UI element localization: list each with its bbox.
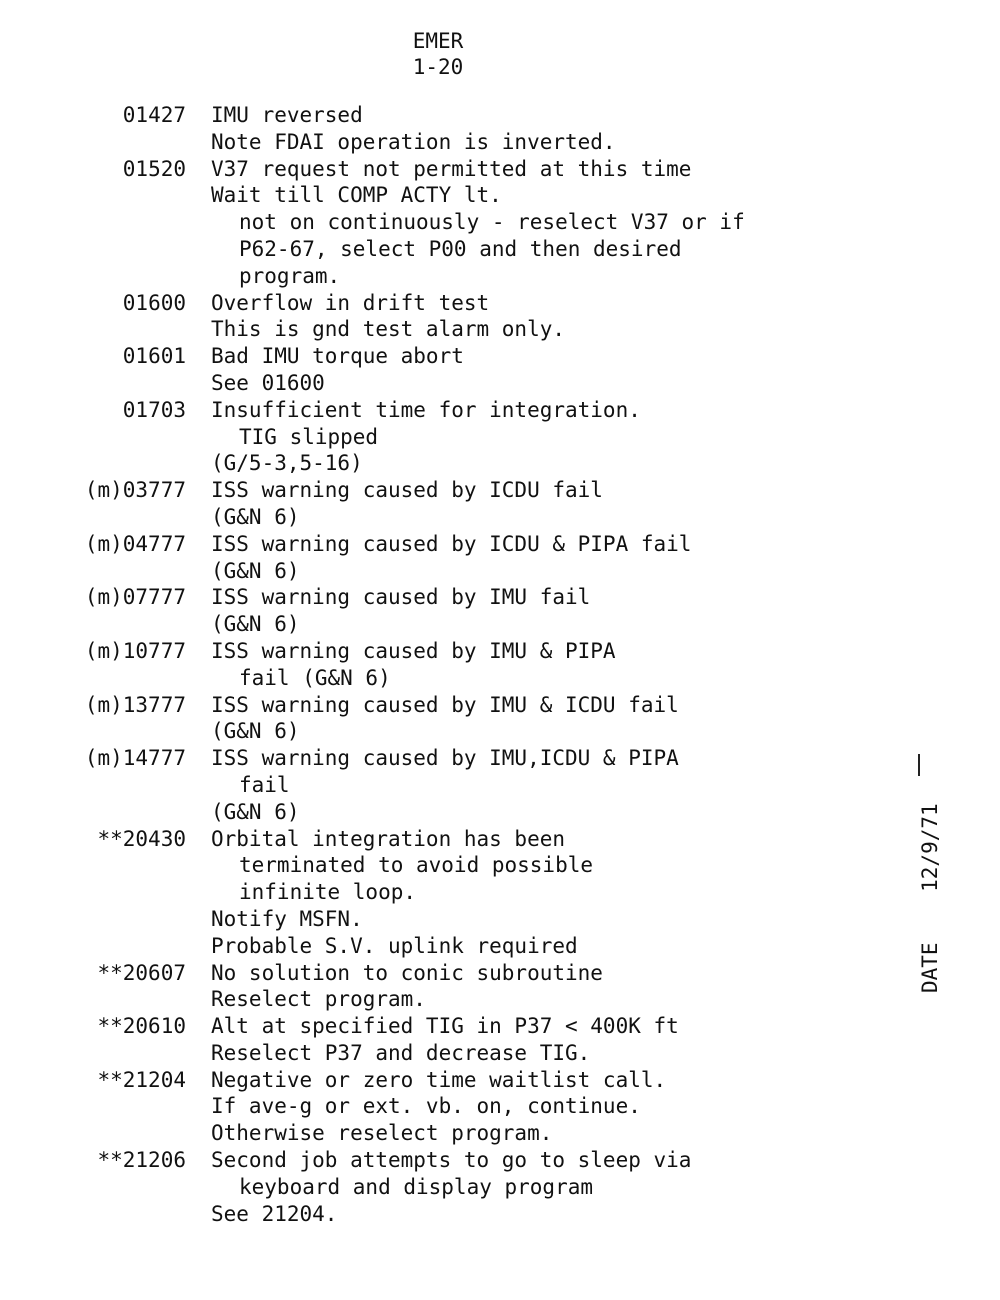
alarm-description [211,1147,830,1227]
description-line: Second job attempts to go to sleep via [211,1148,692,1173]
alarm-code: **20610 [97,1014,186,1039]
description-line: not on continuously - reselect V37 or if [239,210,745,235]
description-line: program. [239,263,341,288]
alarm-description [211,745,830,825]
description-line: Wait till COMP ACTY lt. [211,183,502,208]
alarm-entry [70,343,830,397]
alarm-entry [70,477,830,531]
description-line: ISS warning caused by ICDU fail [211,478,603,503]
alarm-description [211,531,830,585]
alarm-entry [70,102,830,156]
alarm-description [211,960,830,1014]
description-line: No solution to conic subroutine [211,960,603,985]
date-stamp: DATE 12/9/71 [918,803,942,993]
description-line: terminated to avoid possible [239,853,594,878]
description-line: Note FDAI operation is inverted. [211,129,616,154]
alarm-description [211,584,830,638]
description-line: (G/5-3,5-16) [211,451,363,476]
alarm-description [211,477,830,531]
alarm-description [211,1067,830,1147]
description-line: Insufficient time for integration. [211,397,641,422]
description-line: See 01600 [211,370,325,395]
description-line: Orbital integration has been [211,826,566,851]
page-header [398,28,478,80]
description-line: infinite loop. [239,880,417,905]
alarm-entry [70,692,830,746]
description-line: (G&N 6) [211,558,300,583]
alarm-entry [70,638,830,692]
description-line: ISS warning caused by ICDU & PIPA fail [211,531,692,556]
alarm-code: 01601 [122,344,186,369]
description-line: Reselect program. [211,987,426,1012]
alarm-description [211,102,830,156]
alarm-description [211,1013,830,1067]
alarm-code: **21204 [97,1067,186,1092]
alarm-description [211,638,830,692]
description-line: See 21204. [211,1201,338,1226]
description-line: V37 request not permitted at this time [211,156,692,181]
description-line: Bad IMU torque abort [211,344,464,369]
alarm-code: (m)14777 [84,746,186,771]
description-line: Alt at specified TIG in P37 < 400K ft [211,1014,679,1039]
alarm-entry [70,1067,830,1147]
alarm-code: **21206 [97,1148,186,1173]
alarm-code-list [70,102,830,1227]
alarm-code: **20430 [97,826,186,851]
alarm-code: 01520 [122,156,186,181]
alarm-description [211,343,830,397]
description-line: (G&N 6) [211,719,300,744]
description-line: ISS warning caused by IMU,ICDU & PIPA [211,746,679,771]
alarm-entry [70,826,830,960]
margin-tick-mark [918,754,920,776]
description-line: Notify MSFN. [211,906,363,931]
description-line: ISS warning caused by IMU & PIPA [211,638,616,663]
alarm-code: (m)07777 [84,585,186,610]
alarm-code: 01703 [122,397,186,422]
alarm-description [211,692,830,746]
description-line: (G&N 6) [211,612,300,637]
alarm-description [211,156,830,290]
alarm-entry [70,1147,830,1227]
alarm-description [211,826,830,960]
page-number: 1-20 [412,55,464,79]
alarm-entry [70,1013,830,1067]
alarm-code: (m)13777 [84,692,186,717]
description-line: Overflow in drift test [211,290,490,315]
alarm-entry [70,584,830,638]
description-line: keyboard and display program [239,1174,594,1199]
description-line: Probable S.V. uplink required [211,933,578,958]
alarm-code: (m)04777 [84,531,186,556]
description-line: This is gnd test alarm only. [211,317,566,342]
description-line: If ave-g or ext. vb. on, continue. [211,1094,641,1119]
description-line: ISS warning caused by IMU fail [211,585,591,610]
alarm-description [211,290,830,344]
description-line: P62-67, select P00 and then desired [239,236,682,261]
description-line: Otherwise reselect program. [211,1121,553,1146]
description-line: ISS warning caused by IMU & ICDU fail [211,692,679,717]
alarm-code: 01600 [122,290,186,315]
alarm-entry [70,290,830,344]
description-line: TIG slipped [239,424,379,449]
description-line: Negative or zero time waitlist call. [211,1067,667,1092]
alarm-entry [70,397,830,477]
alarm-entry [70,745,830,825]
alarm-entry [70,960,830,1014]
alarm-code: (m)03777 [84,478,186,503]
description-line: (G&N 6) [211,504,300,529]
alarm-code: 01427 [122,103,186,127]
description-line: (G&N 6) [211,799,300,824]
alarm-entry [70,531,830,585]
alarm-code: (m)10777 [84,638,186,663]
description-line: Reselect P37 and decrease TIG. [211,1040,591,1065]
description-line: fail [239,772,290,797]
alarm-code: **20607 [97,960,186,985]
alarm-entry [70,156,830,290]
alarm-description [211,397,830,477]
description-line: IMU reversed [211,103,363,127]
section-title: EMER [412,29,464,53]
description-line: fail (G&N 6) [239,665,391,690]
